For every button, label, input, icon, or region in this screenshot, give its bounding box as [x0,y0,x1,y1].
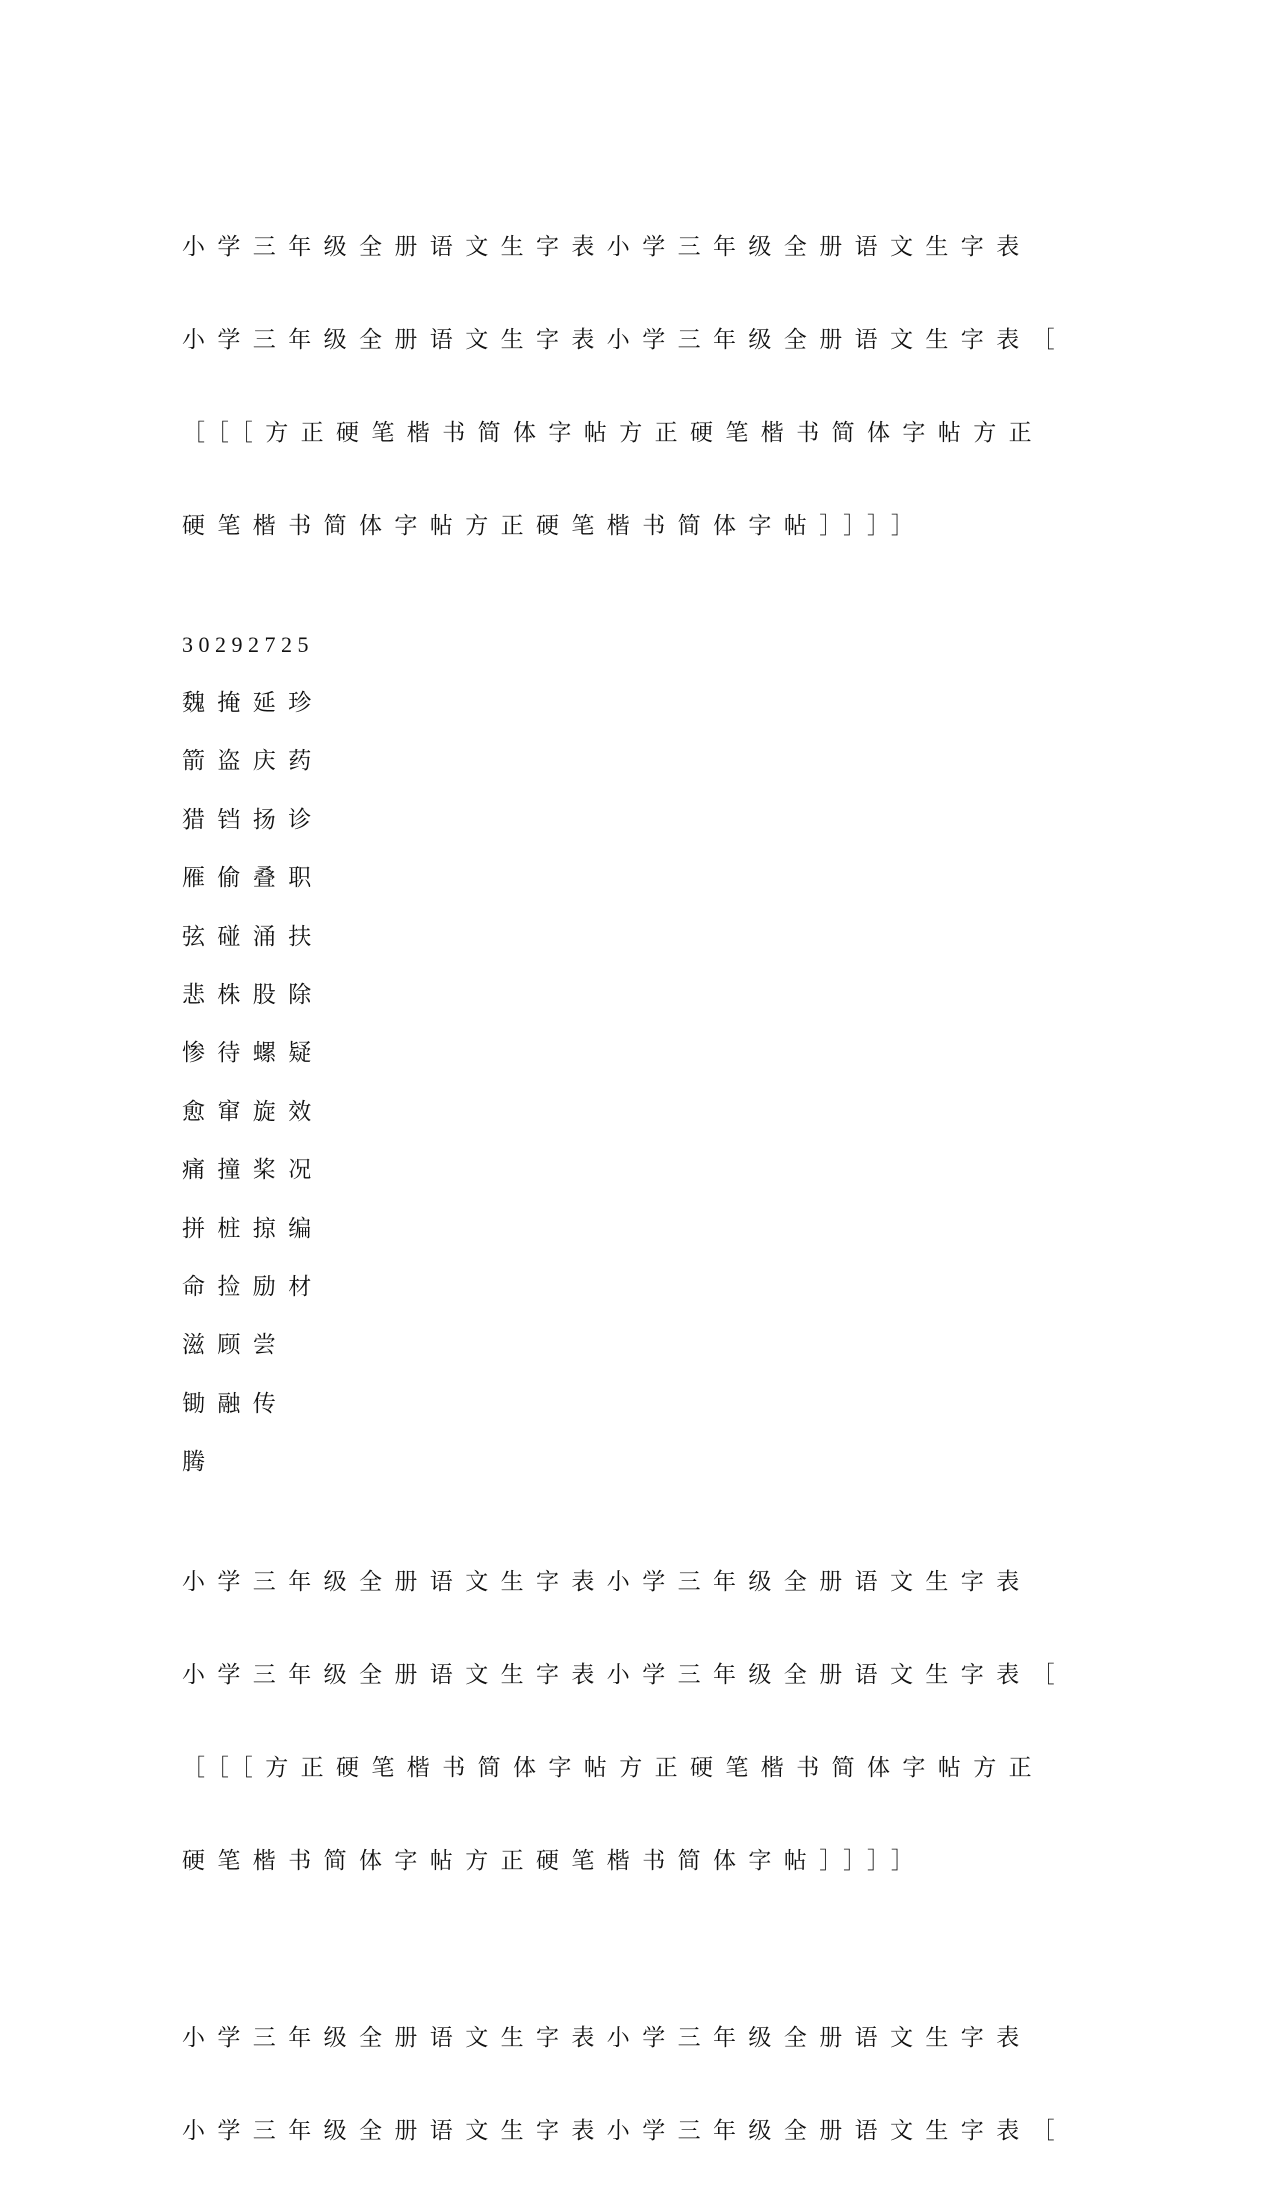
title-line: 小学三年级全册语文生字表小学三年级全册语文生字表 [182,2025,1032,2052]
character-row: 命捡励材 [182,1273,324,1300]
title-block-middle [182,1505,1082,1939]
character-list [182,688,1082,1478]
title-line: 硬笔楷书简体字帖方正硬笔楷书简体字帖］］］］ [182,1848,927,1875]
character-row: 愈窜旋效 [182,1098,324,1125]
character-row: 惨待螺疑 [182,1040,324,1067]
character-row: 箭盗庆药 [182,748,324,775]
character-row: 拼桩掠编 [182,1215,324,1242]
title-line: 小学三年级全册语文生字表小学三年级全册语文生字表［ [182,327,1067,353]
title-line: 小学三年级全册语文生字表小学三年级全册语文生字表［ [182,2118,1067,2145]
character-row: 悲株股除 [182,981,324,1008]
character-row: 猎铛扬诊 [182,806,324,833]
document-code: 30292725 [182,632,314,657]
title-line: 硬笔楷书简体字帖方正硬笔楷书简体字帖］］］］ [182,513,927,539]
character-row: 锄融传 [182,1390,289,1417]
character-row: 魏掩延珍 [182,690,324,716]
character-row: 滋顾尝 [182,1332,289,1359]
character-row: 痛撞桨况 [182,1157,324,1184]
title-line: ［［［方正硬笔楷书简体字帖方正硬笔楷书简体字帖方正 [182,420,1044,446]
document-page [182,170,1082,2209]
character-row: 腾 [182,1449,218,1476]
title-line: 小学三年级全册语文生字表小学三年级全册语文生字表 [182,234,1032,260]
title-line: 小学三年级全册语文生字表小学三年级全册语文生字表 [182,1569,1032,1596]
character-row: 雁偷叠职 [182,865,324,892]
character-row: 弦碰涌扶 [182,923,324,950]
title-line: ［［［方正硬笔楷书简体字帖方正硬笔楷书简体字帖方正 [182,1755,1044,1782]
title-block-top [182,170,1082,604]
title-line: 小学三年级全册语文生字表小学三年级全册语文生字表［ [182,1662,1067,1689]
title-block-bottom [182,1961,1082,2209]
